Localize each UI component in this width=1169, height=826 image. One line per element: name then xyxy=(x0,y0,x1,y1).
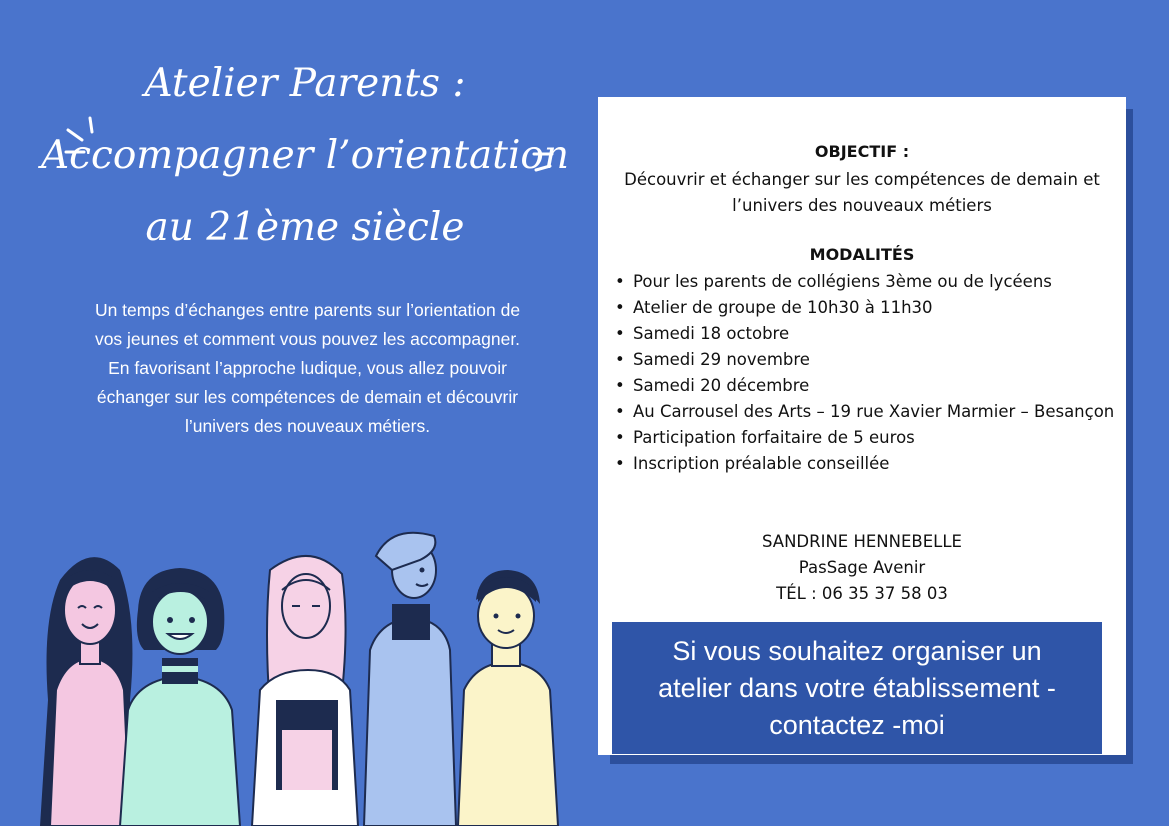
sparkle-icon xyxy=(530,140,560,180)
modalities-heading: MODALITÉS xyxy=(809,245,915,264)
list-item: • Samedi 20 décembre xyxy=(613,373,1118,399)
cta-text: Si vous souhaitez organiser un atelier dans votre établissement - contactez -moi xyxy=(658,635,1056,740)
list-item: • Participation forfaitaire de 5 euros xyxy=(613,425,1118,451)
cta-banner xyxy=(612,622,1102,754)
objective-heading: OBJECTIF : xyxy=(814,142,910,161)
person-2 xyxy=(120,568,240,826)
intro-text xyxy=(80,296,535,441)
title-line-1: Atelier Parents : xyxy=(144,61,466,106)
contact-block xyxy=(598,529,1126,607)
people-illustration xyxy=(20,530,580,826)
intro-paragraph-1: Un temps d’échanges entre parents sur l’orientation de vos jeunes et comment vous pouvez les accompagner. xyxy=(94,300,521,349)
title-line-2: Accompagner l’orientation xyxy=(40,133,570,178)
title-block xyxy=(40,48,570,264)
person-4 xyxy=(364,533,456,826)
contact-company: PasSage Avenir xyxy=(798,558,926,577)
person-3 xyxy=(252,556,358,826)
contact-name: SANDRINE HENNEBELLE xyxy=(762,532,962,551)
list-item: • Inscription préalable conseillée xyxy=(613,451,1118,477)
objective-text: Découvrir et échanger sur les compétences de demain et l’univers des nouveaux métiers xyxy=(624,170,1100,215)
person-5 xyxy=(458,570,558,826)
modalities-list xyxy=(613,269,1118,477)
list-item: • Samedi 18 octobre xyxy=(613,321,1118,347)
intro-paragraph-2: En favorisant l’approche ludique, vous allez pouvoir échanger sur les compétences de demain et découvrir l’univers des nouveaux métiers. xyxy=(96,358,519,436)
contact-phone: TÉL : 06 35 37 58 03 xyxy=(776,584,948,603)
sparkle-icon xyxy=(62,112,102,162)
person-1 xyxy=(40,557,132,826)
list-item: • Au Carrousel des Arts – 19 rue Xavier Marmier – Besançon xyxy=(613,399,1118,425)
list-item: • Samedi 29 novembre xyxy=(613,347,1118,373)
list-item: • Atelier de groupe de 10h30 à 11h30 xyxy=(613,295,1118,321)
list-item: • Pour les parents de collégiens 3ème ou de lycéens xyxy=(613,269,1118,295)
title-line-3: au 21ème siècle xyxy=(145,205,465,250)
